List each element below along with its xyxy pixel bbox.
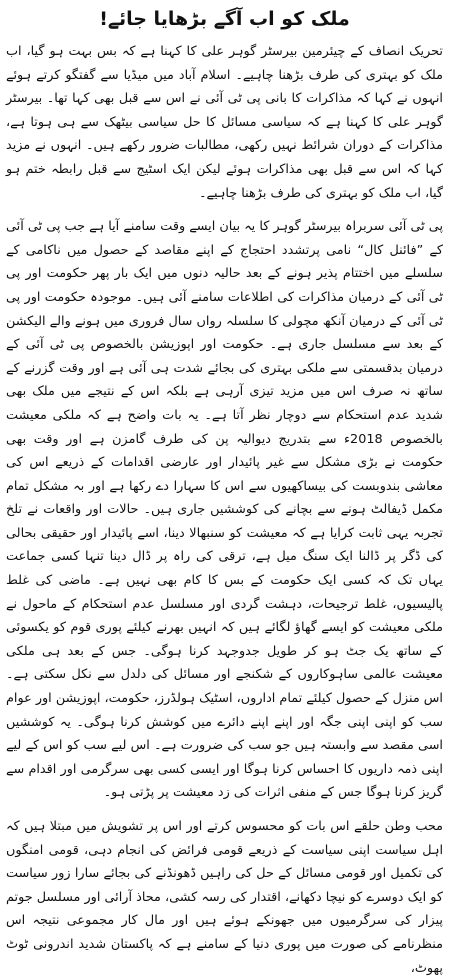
article-headline: ملک کو اب آگے بڑھایا جائے! — [99, 8, 350, 30]
article-paragraph: تحریک انصاف کے چیئرمین بیرسٹر گوہر علی کا کہنا ہے کہ بس بہت ہو گیا، اب ملک کو بہتری کی طرف بڑھنا چاہیے۔ اسلام آباد میں میڈیا سے گفتگو کرتے ہوئے انہوں نے کہا کہ مذاکرات کا بانی پی ٹی آئی نے اس سے قبل بھی کہا تھا۔ بیرسٹر گوہر علی کا کہنا ہے کہ سیاسی مسائل کا حل سیاسی بیٹھک سے ہی ہوتا ہے، مذاکرات کے دوران شرائط نہیں رکھی، مطالبات ضرور رکھے ہیں۔ انہوں نے مزید کہا کہ اس سے قبل بھی مذاکرات ہوئے لیکن ایک اسٹیج سے قبل رابطہ ختم ہو گیا، اب ملک کو بہتری کی طرف بڑھنا چاہیے۔ — [6, 44, 443, 201]
article-body — [6, 40, 443, 980]
article-paragraph: محب وطن حلقے اس بات کو محسوس کرتے اور اس پر تشویش میں مبتلا ہیں کہ اہل سیاست اپنی سیاست کے ذریعے قومی فرائض کی انجام دہی، قومی امنگوں کی تکمیل اور قومی مسائل کے حل کی راہیں ڈھونڈنے کی بجائے سارا زور سیاست کو ایک دوسرے کو نیچا دکھانے، اقتدار کی رسہ کشی، محاذ آرائی اور مسلسل جوتم پیزار کی سرگرمیوں میں جھونکے ہوئے ہیں اور مال کار مجموعی نتیجہ اس منظرنامے کی صورت میں پوری دنیا کے سامنے ہے کہ پاکستان شدید اندرونی ٹوٹ پھوٹ، — [6, 819, 443, 976]
article-paragraph: پی ٹی آئی سربراہ بیرسٹر گوہر کا یہ بیان ایسے وقت سامنے آیا ہے جب پی ٹی آئی کے ”فائنل کال“ نامی پرتشدد احتجاج کے اپنے مقاصد کے حصول میں ناکامی کے سلسلے میں اختتام پذیر ہونے کے بعد حالیہ دنوں میں ایک بار پھر حکومت اور پی ٹی آئی کے درمیان مذاکرات کی اطلاعات سامنے آئی ہیں۔ موجودہ حکومت اور پی ٹی آئی کے درمیان آنکھ مچولی کا سلسلہ رواں سال فروری میں ہونے والے الیکشن کے بعد سے مسلسل جاری ہے۔ حکومت اور اپوزیشن بالخصوص پی ٹی آئی کے درمیان بدقسمتی سے ملکی بہتری کی بجائے شدت ہی آئی ہے اور وقت گزرنے کے ساتھ نہ صرف اس میں مزید تیزی آرہی ہے بلکہ اس کے نتیجے میں ملک بھی شدید عدم استحکام سے دوچار نظر آتا ہے۔ یہ بات واضح ہے کہ ملکی معیشت بالخصوص 2018ء سے بتدریج دیوالیہ پن کی طرف گامزن ہے اور وقت بھی حکومت نے بڑی مشکل سے غیر پائیدار اور عارضی اقدامات کے ذریعے اس کی معاشی بندوبست کی بیساکھیوں سے اس کا سہارا دے رکھا ہے اور بہ مشکل تمام مکمل ڈیفالٹ ہونے سے بچانے کی کوششیں جاری ہیں۔ حالات اور واقعات نے تلخ تجربہ یہی ثابت کرایا ہے کہ معیشت کو سنبھالا دینا، اسے پائیدار اور حقیقی بحالی کی ڈگر پر ڈالنا ایک سنگ میل ہے، ترقی کی راہ پر ڈال دینا تنہا کسی جماعت یہاں تک کہ کسی ایک حکومت کے بس کا کام بھی نہیں ہے۔ ماضی کی غلط پالیسیوں، غلط ترجیحات، دہشت گردی اور مسلسل عدم استحکام کے ماحول نے ملکی معیشت کو ایسے گھاؤ لگائے ہیں کہ انہیں بھرنے کیلئے پوری قوم کو یکسوئی کے ساتھ یک جٹ ہو کر طویل جدوجہد کرنا ہوگی۔ جس کے بعد ہی ملکی معیشت عالمی ساہوکاروں کے شکنجے اور مسائل کی دلدل سے نکل سکتی ہے۔ اس منزل کے حصول کیلئے تمام اداروں، اسٹیک ہولڈرز، حکومت، اپوزیشن اور عوام سب کو اپنی اپنی جگہ اور اپنے اپنے دائرے میں کوشش کرنا ہوگی۔ یہ کوششیں اسی مقصد سے وابستہ ہیں جو سب کی ضرورت ہے۔ اس لیے سب کو اس کے لیے اپنی ذمہ داریوں کا احساس کرنا ہوگا اور ایسی کسی بھی سرگرمی اور اقدام سے گریز کرنا ہوگا جس کے منفی اثرات کی زد معیشت پر پڑتی ہو۔ — [6, 219, 443, 801]
